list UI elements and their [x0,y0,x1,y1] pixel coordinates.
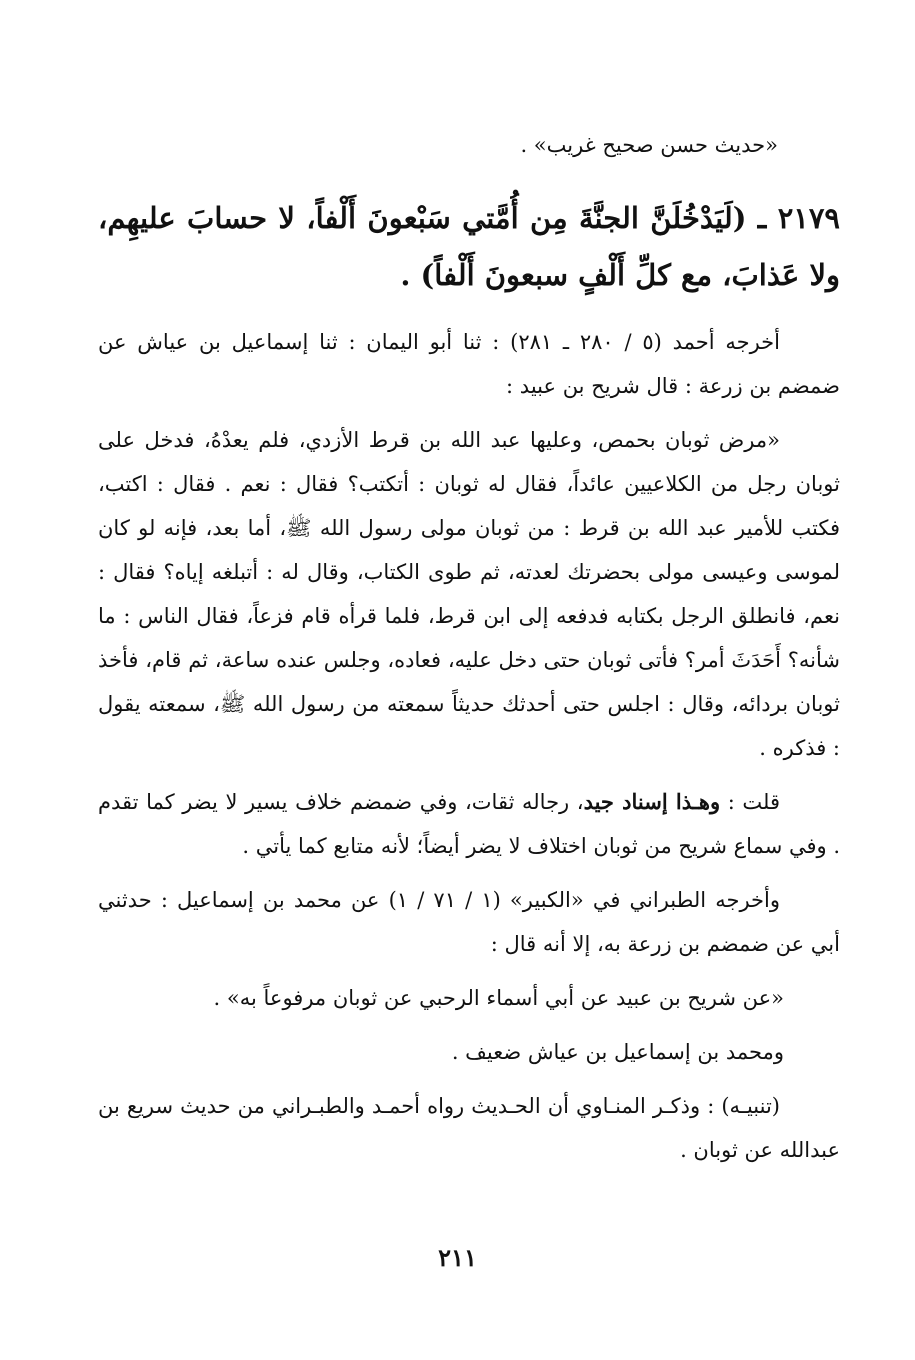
paragraph-tabarani: وأخرجه الطبراني في «الكبير» (١ / ٧١ / ١) عن محمد بن إسماعيل : حدثني أبي عن ضمضم بن زرعة به، إلا أنه قال : [98,888,840,956]
comment-bold: وهـذا إسناد جيد [583,789,721,814]
comment-rest: ، رجاله ثقات، وفي ضمضم خلاف يسير لا يضر كما تقدم . وفي سماع شريح من ثوبان اختلاف لا يضر أيضاً؛ لأنه متابع كما يأتي . [98,790,840,858]
comment-prefix: قلت : [720,790,780,814]
paragraph-takhrij-ahmad: أخرجه أحمد (٥ / ٢٨٠ ـ ٢٨١) : ثنا أبو اليمان : ثنا إسماعيل بن عياش عن ضمضم بن زرعة : قال شريح بن عبيد : [98,330,840,398]
page-number: ٢١١ [438,1243,477,1272]
quote-weak-narrator: ومحمد بن إسماعيل بن عياش ضعيف . [451,1040,784,1064]
hadith-title: ٢١٧٩ ـ (لَيَدْخُلَنَّ الجنَّةَ مِن أُمَّتي سَبْعونَ أَلْفاً، لا حسابَ عليهِم، ولا عَذابَ، مع كلِّ أَلْفٍ سبعونَ أَلْفاً) . [98,201,840,292]
paragraph-author-comment [98,780,840,868]
paragraph-note: (تنبيـه) : وذكـر المنـاوي أن الحـديث رواه أحمـد والطبـراني من حديث سريع بن عبدالله عن ثوبان . [98,1094,840,1162]
paragraph-hadith-story: «مرض ثوبان بحمص، وعليها عبد الله بن قرط الأزدي، فلم يعدْهُ، فدخل على ثوبان رجل من الكلاعيين عائداً، فقال له ثوبان : أتكتب؟ فقال : نعم . فقال : اكتب، فكتب للأمير عبد الله بن قرط : من ثوبان مولى رسول الله ﷺ، أما بعد، فإنه لو كان لموسى وعيسى مولى بحضرتك لعدته، ثم طوى الكتاب، وقال له : أتبلغه إياه؟ فقال : نعم، فانطلق الرجل بكتابه فدفعه إلى ابن قرط، فلما قرأه قام فزعاً، فقال الناس : ما شأنه؟ أَحَدَثَ أمر؟ فأتى ثوبان حتى دخل عليه، فعاده، وجلس عنده ساعة، ثم قام، فأخذ ثوبان بردائه، وقال : اجلس حتى أحدثك حديثاً سمعته من رسول الله ﷺ، سمعته يقول : فذكره . [98,428,840,760]
quote-chain: «عن شريح بن عبيد عن أبي أسماء الرحبي عن ثوبان مرفوعاً به» . [213,986,784,1010]
top-quote-line: «حديث حسن صحيح غريب» . [520,133,778,157]
page-body [98,120,840,1320]
